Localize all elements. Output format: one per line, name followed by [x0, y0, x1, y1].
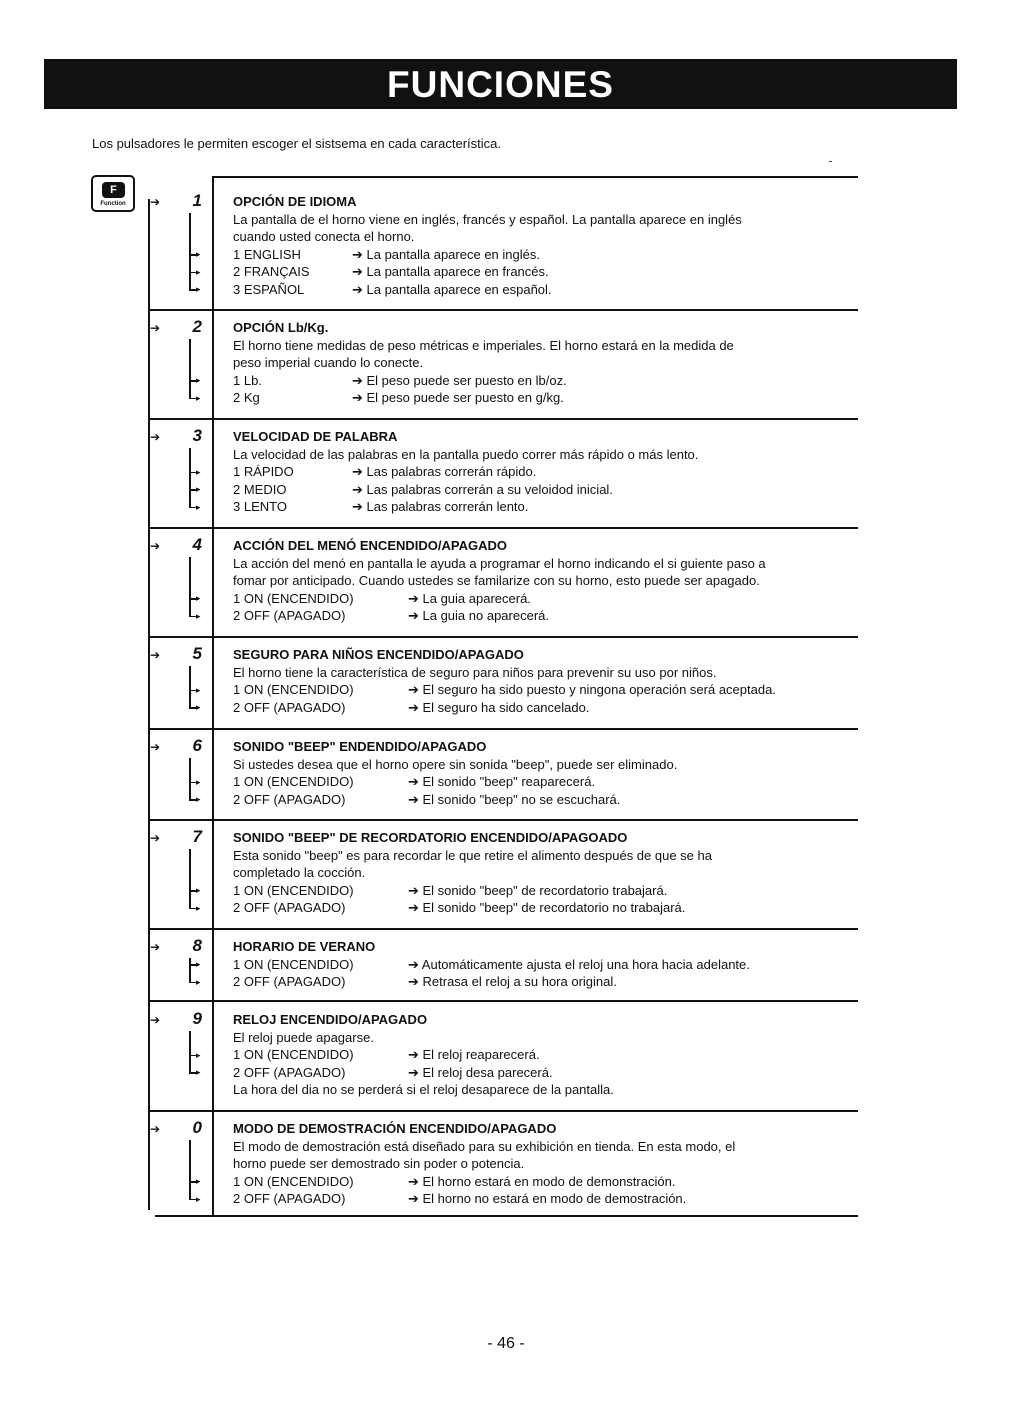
option-bracket [189, 958, 191, 982]
option-row [233, 681, 873, 699]
section-separator [155, 1215, 858, 1217]
option-row [233, 1190, 873, 1208]
option-arrow-icon: ▸ [196, 702, 201, 713]
section-description: Esta sonido "beep" es para recordar le que retire el alimento después de que se ha [233, 847, 712, 863]
section-description: La velocidad de las palabras en la pantalla puedo correr más rápido o más lento. [233, 446, 699, 462]
option-label: 3 ESPAÑOL [233, 281, 305, 297]
option-arrow-icon: ▸ [196, 959, 201, 970]
option-result: ➔ Automáticamente ajusta el reloj una hora hacia adelante. [408, 956, 750, 972]
section-description: fomar por anticipado. Cuando ustedes se familarize con su horno, esto puede ser apagado. [233, 573, 760, 588]
option-bracket [189, 1140, 191, 1199]
flow-arrow-icon: ➔ [150, 321, 161, 335]
function-section [233, 938, 873, 991]
option-row [233, 389, 873, 407]
option-label: 1 Lb. [233, 372, 262, 388]
section-title: RELOJ ENCENDIDO/APAGADO [233, 1012, 428, 1027]
section-title: HORARIO DE VERANO [233, 939, 376, 954]
option-result: ➔ El seguro ha sido puesto y ningona operación será aceptada. [408, 682, 776, 697]
function-number-key: 5 [192, 644, 202, 663]
option-row [233, 699, 873, 717]
option-label: 2 FRANÇAIS [233, 264, 310, 279]
option-label: 2 OFF (APAGADO) [233, 900, 346, 915]
function-number-key: 7 [192, 827, 202, 846]
section-title: ACCIÓN DEL MENÓ ENCENDIDO/APAGADO [233, 538, 507, 553]
option-arrow-icon: ▸ [196, 684, 201, 695]
option-row [233, 281, 873, 299]
option-row [233, 463, 873, 481]
flow-arrow-icon: ➔ [150, 430, 161, 444]
option-arrow-icon: ▸ [196, 1193, 201, 1204]
section-separator [150, 928, 858, 930]
section-title: VELOCIDAD DE PALABRA [233, 429, 398, 444]
section-description: La acción del menó en pantalla le ayuda a programar el horno indicando el si guiente paso a [233, 555, 766, 571]
section-title: SEGURO PARA NIÑOS ENCENDIDO/APAGADO [233, 647, 524, 662]
option-arrow-icon: ▸ [196, 902, 201, 913]
function-number-key: 3 [192, 426, 202, 445]
function-number-key: 2 [192, 317, 202, 336]
section-description: El reloj puede apagarse. [233, 1029, 374, 1045]
option-result: ➔ La pantalla aparece en francés. [352, 264, 549, 279]
option-result: ➔ El horno estará en modo de demonstración. [408, 1173, 676, 1189]
option-arrow-icon: ▸ [196, 1176, 201, 1187]
flow-arrow-icon: ➔ [150, 648, 161, 662]
option-row [233, 956, 873, 974]
section-description: El horno tiene la característica de seguro para niños para prevenir su uso por niños. [233, 664, 717, 680]
option-arrow-icon: ▸ [196, 266, 201, 277]
function-number-key: 8 [192, 936, 202, 955]
option-bracket [189, 339, 191, 398]
flow-arrow-icon: ➔ [150, 195, 161, 209]
section-title: MODO DE DEMOSTRACIÓN ENCENDIDO/APAGADO [233, 1121, 557, 1136]
option-result: ➔ El horno no estará en modo de demostración. [408, 1191, 687, 1206]
option-label: 2 OFF (APAGADO) [233, 1064, 346, 1080]
function-number-key: 1 [192, 191, 202, 210]
column-divider [212, 176, 214, 1215]
option-result: ➔ El sonido "beep" reaparecerá. [408, 774, 596, 789]
function-section [233, 1011, 873, 1099]
option-label: 1 ON (ENCENDIDO) [233, 1173, 354, 1189]
section-description: cuando usted conecta el horno. [233, 229, 415, 244]
function-number-key: 4 [192, 535, 202, 554]
section-separator [150, 418, 858, 420]
section-separator [212, 176, 858, 178]
function-section [233, 537, 873, 625]
flow-line [148, 199, 150, 1210]
section-description: horno puede ser demostrado sin poder o potencia. [233, 1156, 525, 1171]
flow-arrow-icon: ➔ [150, 539, 161, 553]
option-bracket [189, 1031, 191, 1072]
option-result: ➔ El reloj desa parecerá. [408, 1064, 553, 1080]
option-row [233, 1046, 873, 1064]
page-title-banner: FUNCIONES [44, 59, 957, 109]
option-arrow-icon: ▸ [196, 392, 201, 403]
option-result: ➔ Las palabras correrán rápido. [352, 464, 537, 479]
option-row [233, 1173, 873, 1191]
page-number: - 46 - [487, 1335, 525, 1352]
option-result: ➔ El peso puede ser puesto en lb/oz. [352, 372, 567, 388]
option-result: ➔ La pantalla aparece en inglés. [352, 246, 540, 262]
option-bracket [189, 849, 191, 908]
option-row [233, 246, 873, 264]
section-title: OPCIÓN Lb/Kg. [233, 320, 329, 335]
option-label: 2 OFF (APAGADO) [233, 974, 346, 989]
option-row [233, 1064, 873, 1082]
flow-arrow-icon: ➔ [150, 1122, 161, 1136]
section-separator [150, 1000, 858, 1002]
option-result: ➔ El reloj reaparecerá. [408, 1047, 540, 1062]
option-result: ➔ Las palabras correrán a su veloidod inicial. [352, 481, 613, 497]
function-section [233, 646, 873, 716]
option-row [233, 882, 873, 900]
option-bracket [189, 557, 191, 616]
option-arrow-icon: ▸ [196, 776, 201, 787]
option-arrow-icon: ▸ [196, 1049, 201, 1060]
section-description: peso imperial cuando lo conecte. [233, 355, 424, 370]
intro-text: Los pulsadores le permiten escoger el sistsema en cada característica. [92, 136, 501, 151]
section-title: SONIDO "BEEP" DE RECORDATORIO ENCENDIDO/APAGOADO [233, 830, 628, 845]
option-arrow-icon: ▸ [196, 1067, 201, 1078]
section-description: Si ustedes desea que el horno opere sin sonida "beep", puede ser eliminado. [233, 756, 678, 772]
function-section [233, 319, 873, 407]
stray-dot [829, 161, 832, 162]
section-title: SONIDO "BEEP" ENDENDIDO/APAGADO [233, 739, 487, 754]
function-number-key: 9 [192, 1009, 202, 1028]
option-label: 3 LENTO [233, 499, 287, 514]
option-arrow-icon: ▸ [196, 466, 201, 477]
section-description: El horno tiene medidas de peso métricas e imperiales. El horno estará en la medida de [233, 337, 734, 353]
option-result: ➔ Las palabras correrán lento. [352, 499, 529, 514]
option-label: 1 ON (ENCENDIDO) [233, 590, 354, 606]
section-separator [150, 1110, 858, 1112]
option-result: ➔ El sonido "beep" de recordatorio no trabajará. [408, 900, 686, 915]
option-label: 1 ON (ENCENDIDO) [233, 882, 354, 898]
option-arrow-icon: ▸ [196, 885, 201, 896]
option-bracket [189, 448, 191, 507]
function-section [233, 193, 873, 298]
option-label: 2 OFF (APAGADO) [233, 608, 346, 623]
function-number-key: 6 [192, 736, 202, 755]
option-arrow-icon: ▸ [196, 976, 201, 987]
flow-arrow-icon: ➔ [150, 940, 161, 954]
function-button-icon [91, 175, 135, 212]
section-description: La pantalla de el horno viene en inglés, francés y español. La pantalla aparece en inglés [233, 211, 742, 227]
flow-arrow-icon: ➔ [150, 740, 161, 754]
section-description: completado la cocción. [233, 865, 366, 880]
option-bracket [189, 758, 191, 799]
function-section [233, 428, 873, 516]
option-arrow-icon: ▸ [196, 249, 201, 260]
option-arrow-icon: ▸ [196, 610, 201, 621]
option-arrow-icon: ▸ [196, 375, 201, 386]
option-arrow-icon: ▸ [196, 501, 201, 512]
option-result: ➔ El seguro ha sido cancelado. [408, 699, 590, 715]
option-row [233, 372, 873, 390]
option-label: 1 ON (ENCENDIDO) [233, 1047, 354, 1062]
function-icon-label: Function [100, 201, 126, 207]
function-section [233, 738, 873, 808]
option-row [233, 498, 873, 516]
section-separator [150, 819, 858, 821]
option-label: 1 RÁPIDO [233, 464, 294, 479]
option-row [233, 263, 873, 281]
flow-arrow-icon: ➔ [150, 1013, 161, 1027]
option-bracket [189, 213, 191, 289]
section-description: El modo de demostración está diseñado para su exhibición en tienda. En esta modo, el [233, 1138, 736, 1154]
function-section [233, 1120, 873, 1208]
option-row [233, 590, 873, 608]
section-note: La hora del dia no se perderá si el reloj desaparece de la pantalla. [233, 1082, 614, 1097]
option-result: ➔ Retrasa el reloj a su hora original. [408, 974, 617, 989]
option-result: ➔ La guia no aparecerá. [408, 608, 549, 623]
option-result: ➔ La guia aparecerá. [408, 590, 531, 606]
option-arrow-icon: ▸ [196, 284, 201, 295]
section-separator [150, 636, 858, 638]
option-result: ➔ El sonido "beep" de recordatorio trabajará. [408, 882, 668, 898]
option-row [233, 607, 873, 625]
flow-arrow-icon: ➔ [150, 831, 161, 845]
option-result: ➔ La pantalla aparece en español. [352, 281, 552, 297]
option-arrow-icon: ▸ [196, 593, 201, 604]
function-glyph: F [102, 182, 125, 198]
option-arrow-icon: ▸ [196, 794, 201, 805]
option-row [233, 973, 873, 991]
section-separator [150, 309, 858, 311]
option-label: 1 ON (ENCENDIDO) [233, 682, 354, 697]
section-separator [150, 728, 858, 730]
option-label: 2 MEDIO [233, 481, 287, 497]
function-number-key: 0 [192, 1118, 202, 1137]
option-row [233, 773, 873, 791]
section-separator [150, 527, 858, 529]
option-label: 1 ON (ENCENDIDO) [233, 774, 354, 789]
section-title: OPCIÓN DE IDIOMA [233, 194, 357, 209]
option-result: ➔ El sonido "beep" no se escuchará. [408, 791, 621, 807]
option-row [233, 791, 873, 809]
option-label: 2 OFF (APAGADO) [233, 791, 346, 807]
option-label: 1 ON (ENCENDIDO) [233, 956, 354, 972]
option-label: 2 OFF (APAGADO) [233, 699, 346, 715]
option-label: 2 OFF (APAGADO) [233, 1191, 346, 1206]
option-label: 1 ENGLISH [233, 246, 301, 262]
option-result: ➔ El peso puede ser puesto en g/kg. [352, 390, 564, 405]
option-arrow-icon: ▸ [196, 484, 201, 495]
option-row [233, 899, 873, 917]
option-label: 2 Kg [233, 390, 260, 405]
function-section [233, 829, 873, 917]
option-bracket [189, 666, 191, 707]
option-row [233, 481, 873, 499]
